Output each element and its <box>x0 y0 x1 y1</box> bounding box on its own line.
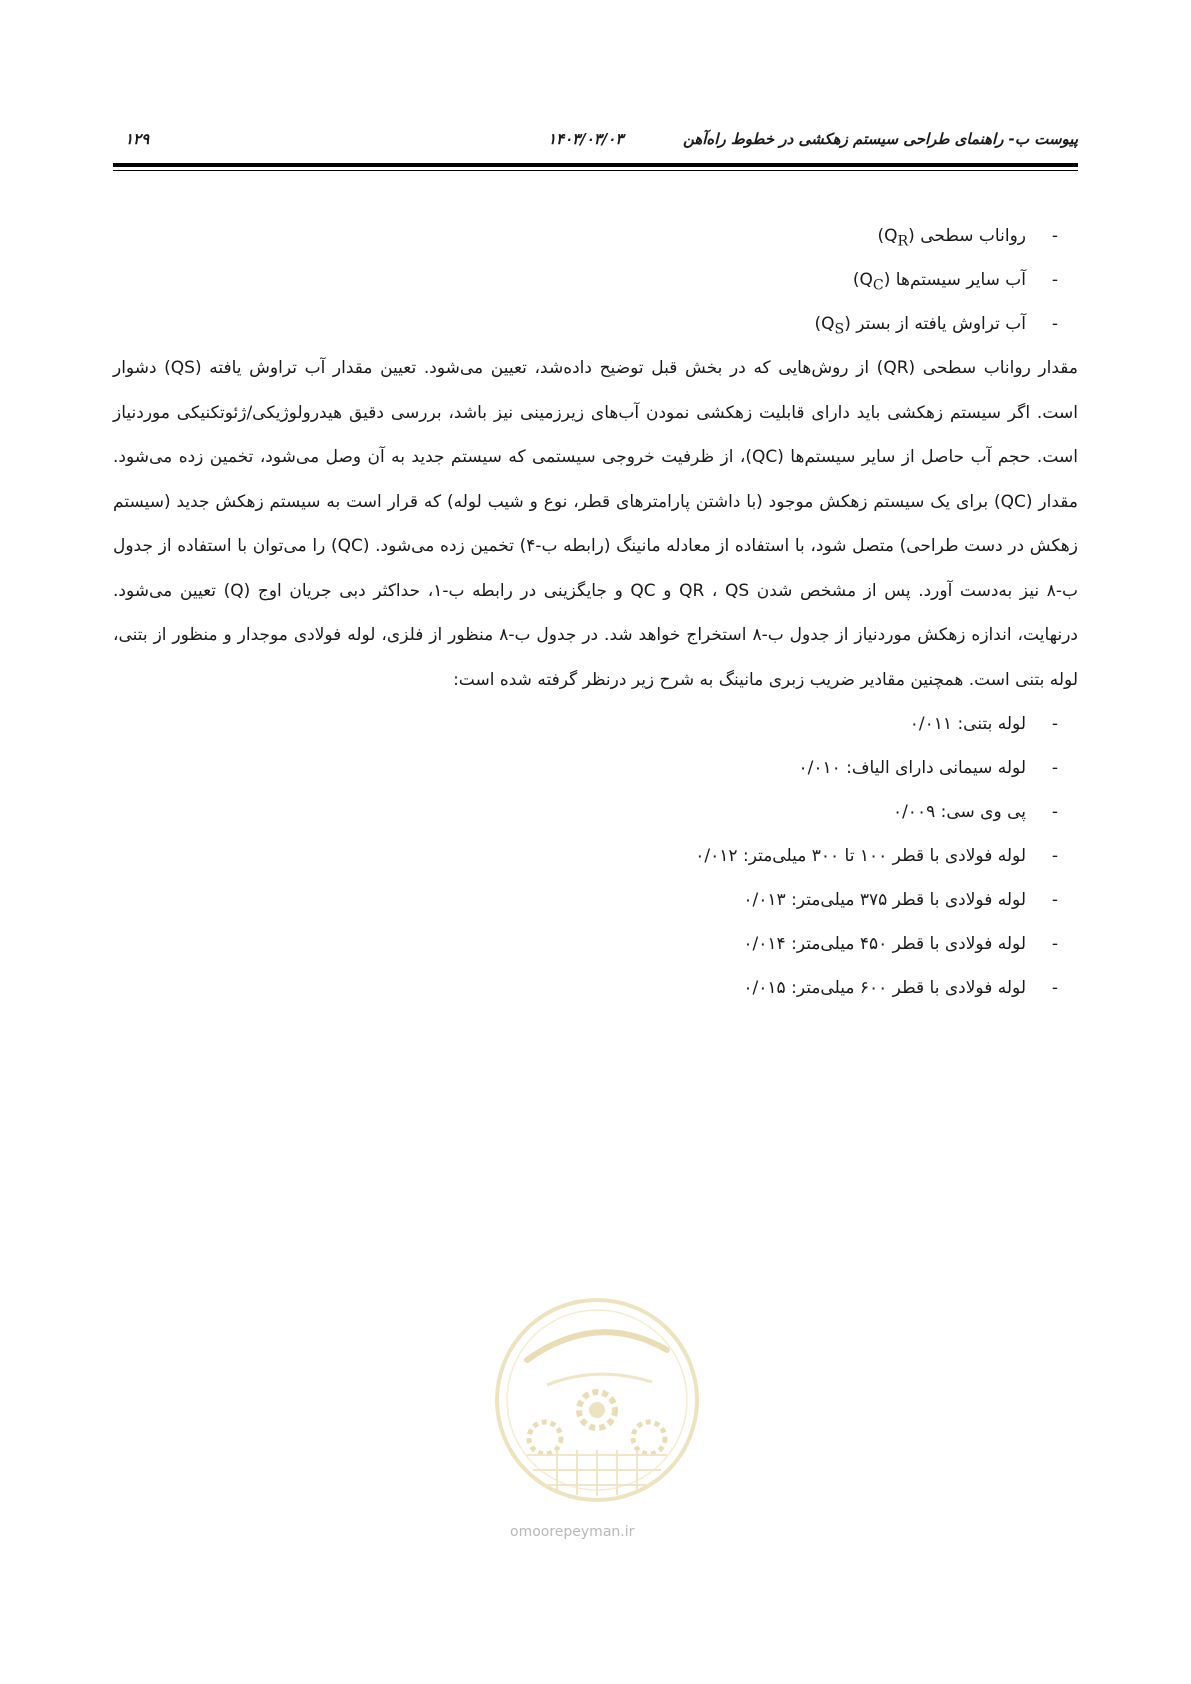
body-paragraph: مقدار رواناب سطحی (QR) از روش‌هایی که در بخش قبل توضیح داده‌شد، تعیین می‌شود. تعیین مقدار آب تراوش یافته (QS) دشوار است. اگر سیستم زهکشی باید دارای قابلیت زهکشی نمودن آب‌های زیرزمینی نیز باشد، بررسی دقیق هیدرولوژیکی/ژئوتکنیکی موردنیاز است. حجم آب حاصل از سایر سیستم‌ها (QC)، از ظرفیت خروجی سیستمی که سیستم جدید به آن وصل می‌شود، تخمین زده می‌شود. مقدار (QC) برای یک سیستم زهکش موجود (با داشتن پارامترهای قطر، نوع و شیب لوله) که قرار است به سیستم زهکش جدید (سیستم زهکش در دست طراحی) متصل شود، با استفاده از معادله مانینگ (رابطه ب-۴) تخمین زده می‌شود. (QC) را می‌توان با استفاده از جدول ب-۸ نیز به‌دست آورد. پس از مشخص شدن QR ، QS و QC و جایگزینی در رابطه ب-۱، حداکثر دبی جریان اوج (Q) تعیین می‌شود. درنهایت، اندازه زهکش موردنیاز از جدول ب-۸ استخراج خواهد شد. در جدول ب-۸ منظور از فلزی، لوله فولادی موجدار و منظور از بتنی، لوله بتنی است. همچنین مقادیر ضریب زبری مانینگ به شرح زیر درنظر گرفته شده است: <box>113 358 1079 690</box>
dash-bullet: - <box>1051 314 1058 334</box>
header-rule-thick <box>113 163 1078 167</box>
list-item: - لوله فولادی با قطر ۱۰۰ تا ۳۰۰ میلی‌متر: ۰/۰۱۲ <box>113 834 1078 878</box>
list-item: - لوله فولادی با قطر ۳۷۵ میلی‌متر: ۰/۰۱۳ <box>113 878 1078 922</box>
watermark-site: omoorepeyman.ir <box>510 1524 635 1540</box>
page-header <box>113 118 1078 158</box>
list-item: - لوله فولادی با قطر ۴۵۰ میلی‌متر: ۰/۰۱۴ <box>113 922 1078 966</box>
page-number: ۱۲۹ <box>125 130 150 148</box>
dash-bullet: - <box>1051 890 1058 910</box>
dash-bullet: - <box>1051 714 1058 734</box>
dash-bullet: - <box>1051 978 1058 998</box>
header-date: ۱۴۰۳/۰۳/۰۳ <box>548 130 624 148</box>
header-title: پیوست ب- راهنمای طراحی سیستم زهکشی در خطوط راه‌آهن <box>682 130 1078 148</box>
dash-bullet: - <box>1051 270 1058 290</box>
header-rule-thin <box>113 170 1078 171</box>
dash-bullet: - <box>1051 846 1058 866</box>
list-item: - آب تراوش یافته از بستر $(Q_S)$ <box>113 302 1078 346</box>
dash-bullet: - <box>1051 758 1058 778</box>
dash-bullet: - <box>1051 934 1058 954</box>
list-item: - لوله فولادی با قطر ۶۰۰ میلی‌متر: ۰/۰۱۵ <box>113 966 1078 1010</box>
list-item: - لوله بتنی: ۰/۰۱۱ <box>113 702 1078 746</box>
list-item: - آب سایر سیستم‌ها $(Q_C)$ <box>113 258 1078 302</box>
dash-bullet: - <box>1051 226 1058 246</box>
watermark-seal-logo <box>487 1290 707 1520</box>
list-item: - پی وی سی: ۰/۰۰۹ <box>113 790 1078 834</box>
page-body <box>113 214 1078 1010</box>
dash-bullet: - <box>1051 802 1058 822</box>
flow-sources-list <box>113 214 1078 346</box>
list-item: - لوله سیمانی دارای الیاف: ۰/۰۱۰ <box>113 746 1078 790</box>
manning-coefficients-list <box>113 702 1078 1010</box>
list-item: - رواناب سطحی $(Q_R)$ <box>113 214 1078 258</box>
